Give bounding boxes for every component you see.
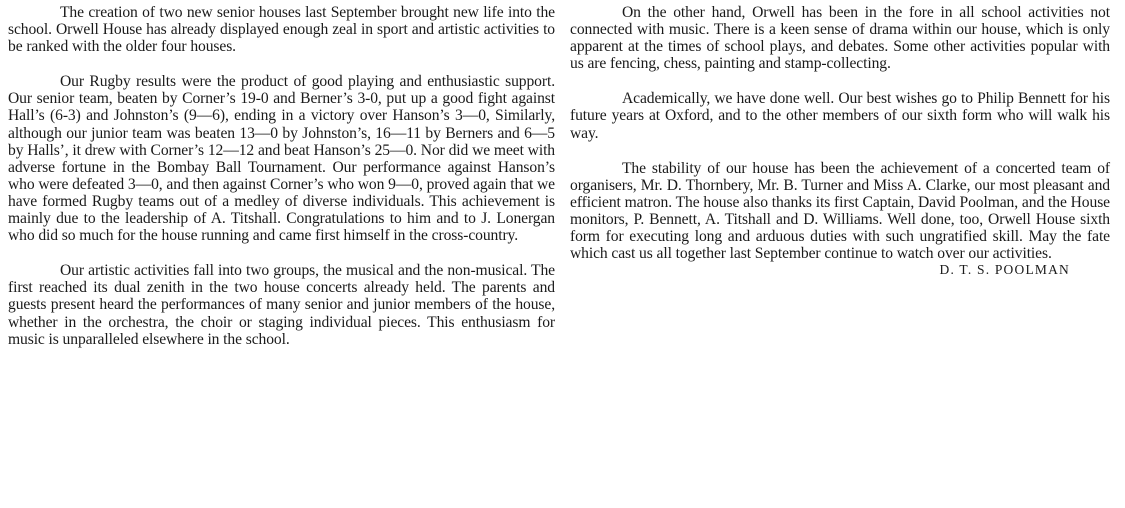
paragraph-house-creation: The creation of two new senior houses last September brought new life into the school. Orwell House has already displayed enough zeal in sport and artistic activities to be ranked with the older four houses. [8, 4, 555, 56]
paragraph-non-musical-activities: On the other hand, Orwell has been in the fore in all school activities not connected with music. There is a keen sense of drama within our house, which is only apparent at the times of school plays, and debates. Some other activities popular with us are fencing, chess, painting and stamp-collecting. [570, 4, 1110, 73]
paragraph-house-stability: The stability of our house has been the achievement of a concerted team of organisers, Mr. D. Thornbery, Mr. B. Turner and Miss A. Clarke, our most pleasant and efficient matron. The house also thanks its first Captain, David Poolman, and the House monitors, P. Bennett, A. Titshall and D. Williams. Well done, too, Orwell House sixth form for executing long and arduous duties with such ungratified skill. May the fate which cast us all together last September continue to watch over our activities. [570, 159, 1110, 263]
paragraph-rugby-results: Our Rugby results were the product of good playing and enthusiastic support. Our senior team, beaten by Corner’s 19-0 and Berner’s 3-0, put up a good fight against Hall’s (6-3) and Johnston’s (9—6), ending in a victory over Hanson’s 3—0, Similarly, although our junior team was beaten 13—0 by Johnston’s, 16—11 by Berners and 6—5 by Halls’, it drew with Corner’s 12—12 and beat Hanson’s 25—0. Nor did we meet with adverse fortune in the Bombay Ball Tournament. Our performance against Hanson’s who were defeated 3—0, and then against Corner’s who won 9—0, proved again that we have formed Rugby teams out of a medley of diverse individuals. This achievement is mainly due to the leadership of A. Titshall. Congratulations to him and to J. Lonergan who did so much for the house running and came first himself in the cross-country. [8, 73, 555, 245]
paragraph-artistic-activities: Our artistic activities fall into two groups, the musical and the non-musical. The first reached its dual zenith in the two house concerts already held. The parents and guests present heard the performances of many senior and junior members of the house, whether in the orchestra, the choir or staging individual pieces. This enthusiasm for music is unparalleled elsewhere in the school. [8, 262, 555, 348]
left-column [8, 4, 555, 348]
right-column [570, 4, 1110, 277]
author-signature: D. T. S. POOLMAN [939, 262, 1070, 278]
paragraph-academics: Academically, we have done well. Our best wishes go to Philip Bennett for his future years at Oxford, and to the other members of our sixth form who will walk his way. [570, 90, 1110, 142]
